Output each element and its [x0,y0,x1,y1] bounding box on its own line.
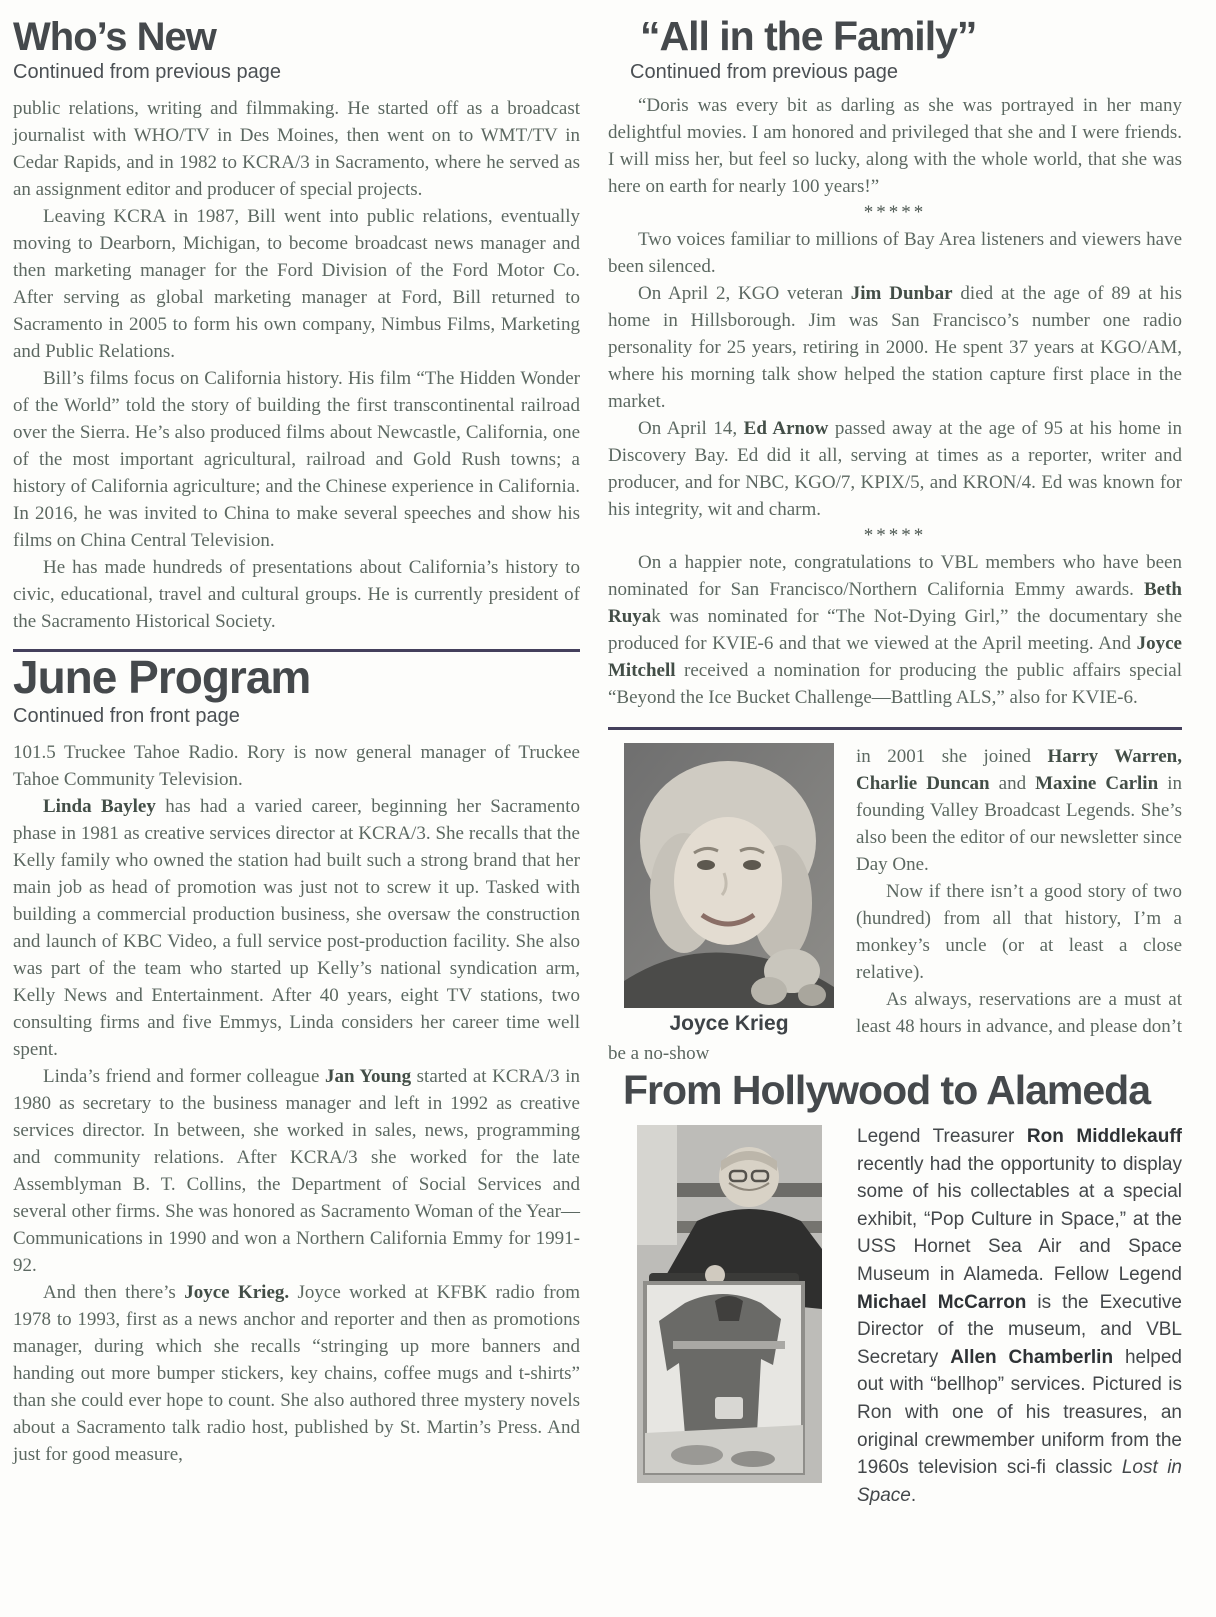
all-in-the-family-paragraph: Two voices familiar to millions of Bay Area listeners and viewers have been silenced. [608,229,1182,277]
all-in-the-family-subtitle: Continued from previous page [630,61,898,83]
ron-middlekauff-photo [637,1125,822,1483]
section-joyce-krieg [608,730,1182,1067]
section-june-program [13,652,580,1468]
section-whos-new [13,0,580,635]
stars-separator: ***** [863,202,927,223]
june-program-paragraph: Linda’s friend and former colleague Jan Young started at KCRA/3 in 1980 as secretary to the business manager and left in 1992 as creative services director. In between, she worked in sales, news, programming and community relations. After KCRA/3 she worked for the late Assemblyman B. T. Collins, the Department of Social Services and several other firms. She was honored as Sacramento Woman of the Year—Communications in 1990 and won a Northern California Emmy for 1991-92. [13,1066,580,1276]
june-program-paragraph: Linda Bayley has had a varied career, beginning her Sacramento phase in 1981 as creative services director at KCRA/3. She recalls that the Kelly family who owned the station had built such a strong brand that her main job as head of promotion was just not to screw it up. Tasked with building a commercial production business, she oversaw the construction and launch of KBC Video, a full service post-production facility. She also was part of the team who started up Kelly’s national syndication arm, Kelly News and Entertainment. After 40 years, eight TV stations, two consulting firms and five Emmys, Linda considers her career time well spent. [13,796,580,1060]
stars-separator: ***** [863,525,927,546]
all-in-the-family-paragraph: On April 14, Ed Arnow passed away at the age of 95 at his home in Discovery Bay. Ed did it all, serving at times as a reporter, writer and producer, and for NBC, KGO/7, KPIX/5, and KRON/4. Ed was known for his integrity, wit and charm. [608,418,1183,520]
june-program-subtitle: Continued fron front page [13,705,240,727]
whos-new-paragraph: Leaving KCRA in 1987, Bill went into public relations, eventually moving to Dearborn, Michigan, to become broadcast news manager and then marketing manager for the Ford Division of the Ford Motor Co. After serving as global marketing manager at Ford, Bill returned to Sacramento in 2005 to form his own company, Nimbus Films, Marketing and Public Relations. [13,206,580,362]
june-program-title: June Program [13,651,311,703]
whos-new-paragraph: public relations, writing and filmmaking. He started off as a broadcast journalist with WHO/TV in Des Moines, then went on to WMT/TV in Cedar Rapids, and in 1982 to KCRA/3 in Sacramento, where he served as an assignment editor and producer of special projects. [13,98,580,200]
whos-new-paragraph: He has made hundreds of presentations about California’s history to civic, educational, travel and cultural groups. He is currently president of the Sacramento Historical Society. [13,557,580,632]
joyce-section-paragraph: As always, reservations are a must at least 48 hours in advance, and please don’t be a no-show [608,989,1182,1064]
joyce-krieg-photo-figure [624,743,834,1036]
whos-new-title: Who’s New [13,15,216,59]
left-column [13,0,580,1468]
joyce-section-paragraph: Now if there isn’t a good story of two (hundred) from all that history, I’m a monkey’s uncle (or at least a close relative). [856,881,1182,983]
joyce-section-paragraph: in 2001 she joined Harry Warren, Charlie Duncan and Maxine Carlin in founding Valley Broadcast Legends. She’s also been the editor of our newsletter since Day One. [856,746,1182,875]
ron-middlekauff-photo-figure [637,1125,822,1483]
all-in-the-family-paragraph: “Doris was every bit as darling as she was portrayed in her many delightful movies. I am honored and privileged that she and I were friends. I will miss her, but feel so lucky, along with the whole world, that she was here on earth for nearly 100 years!” [608,95,1182,197]
whos-new-subtitle: Continued from previous page [13,61,281,83]
right-column [608,0,1182,1528]
section-all-in-the-family [608,0,1182,711]
all-in-the-family-paragraph: On April 2, KGO veteran Jim Dunbar died at the age of 89 at his home in Hillsborough. Jim was San Francisco’s number one radio personality for 25 years, retiring in 2000. He spent 37 years at KGO/AM, where his morning talk show helped the station capture first place in the market. [608,283,1182,412]
whos-new-paragraph: Bill’s films focus on California history. His film “The Hidden Wonder of the World” told the story of building the first transcontinental railroad over the Sierra. He’s also produced films about Newcastle, California, one of the most important agricultural, railroad and Gold Rush towns; a history of California agriculture; and the Chinese experience in California. In 2016, he was invited to China to make several speeches and show his films on China Central Television. [13,368,580,551]
joyce-krieg-photo [624,743,834,1008]
joyce-krieg-photo-caption: Joyce Krieg [669,1012,789,1035]
all-in-the-family-paragraph: On a happier note, congratulations to VBL members who have been nominated for San Francisco/Northern California Emmy awards. Beth Ruyak was nominated for “The Not-Dying Girl,” the documentary she produced for KVIE-6 and that we viewed at the April meeting. And Joyce Mitchell received a nomination for producing the public affairs special “Beyond the Ice Bucket Challenge—Battling ALS,” also for KVIE-6. [608,552,1182,708]
hollywood-paragraph: Legend Treasurer Ron Middlekauff recently had the opportunity to display some of his collectables at a special exhibit, “Pop Culture in Space,” at the USS Hornet Sea Air and Space Museum in Alameda. Fellow Legend Michael McCarron is the Executive Director of the museum, and VBL Secretary Allen Chamberlin helped out with “bellhop” services. Pictured is Ron with one of his treasures, an original crewmember uniform from the 1960s television sci-fi classic Lost in Space. [857,1126,1183,1506]
section-hollywood-to-alameda [608,1067,1182,1528]
all-in-the-family-title: “All in the Family” [640,13,977,59]
hollywood-title: From Hollywood to Alameda [623,1067,1151,1113]
june-program-paragraph: 101.5 Truckee Tahoe Radio. Rory is now general manager of Truckee Tahoe Community Television. [13,742,580,790]
june-program-paragraph: And then there’s Joyce Krieg. Joyce worked at KFBK radio from 1978 to 1993, first as a news anchor and reporter and then as promotions manager, during which she recalls “stringing up more banners and handing out more bumper stickers, key chains, coffee mugs and t-shirts” than she could ever hope to count. She also authored three mystery novels about a Sacramento talk radio host, published by St. Martin’s Press. And just for good measure, [13,1282,581,1465]
